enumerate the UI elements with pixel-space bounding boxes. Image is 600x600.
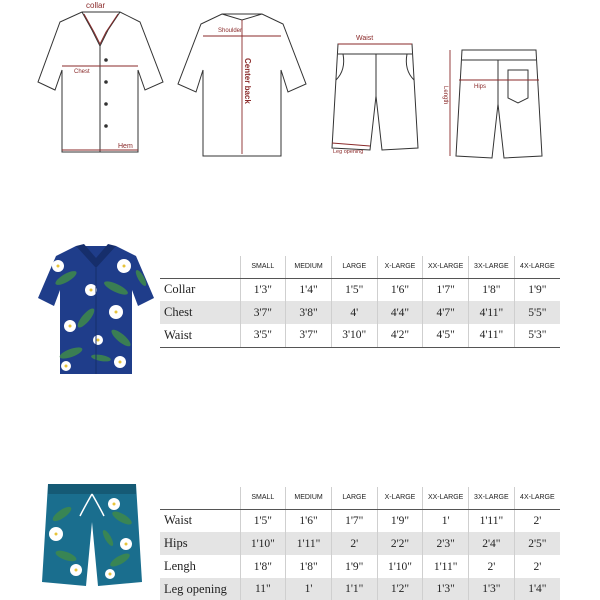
table-cell: 2'4" xyxy=(469,532,515,555)
table-row xyxy=(160,301,560,324)
hawaiian-shirt-illustration xyxy=(36,238,156,378)
table-cell: 1'9" xyxy=(331,555,377,578)
table-cell: 1'11" xyxy=(423,555,469,578)
size-header: 4X-LARGE xyxy=(514,487,560,509)
table-cell: 1'9" xyxy=(514,278,560,301)
table-cell: 4'5" xyxy=(423,324,469,347)
table-cell: 1'11" xyxy=(286,532,332,555)
table-cell: 4' xyxy=(331,301,377,324)
row-label: Waist xyxy=(164,513,193,528)
waist-label: Waist xyxy=(356,35,374,42)
measurement-diagram-svg xyxy=(0,0,600,170)
table-cell: 1'10" xyxy=(377,555,423,578)
size-header: XX-LARGE xyxy=(423,487,469,509)
hawaiian-shorts-illustration xyxy=(40,478,144,590)
shirt-size-header-row xyxy=(160,256,560,278)
table-cell: 1'1" xyxy=(331,578,377,600)
table-cell: 1'8" xyxy=(240,555,286,578)
table-row xyxy=(160,578,560,600)
row-label: Collar xyxy=(164,282,196,297)
table-cell: 1'3" xyxy=(240,278,286,301)
table-row xyxy=(160,278,560,301)
collar-label: collar xyxy=(86,1,106,10)
hem-label: Hem xyxy=(118,143,133,150)
table-cell: 2'2" xyxy=(377,532,423,555)
table-cell: 1'6" xyxy=(377,278,423,301)
shirt-size-table xyxy=(160,256,560,348)
table-cell: 3'7" xyxy=(286,324,332,347)
shorts-size-table xyxy=(160,487,560,600)
table-cell: 1'5" xyxy=(331,278,377,301)
size-header: LARGE xyxy=(331,256,377,278)
row-label: Leg opening xyxy=(160,578,240,600)
table-cell: 1' xyxy=(286,578,332,600)
table-cell: 3'8" xyxy=(286,301,332,324)
row-label: Lengh xyxy=(164,559,196,573)
size-header: SMALL xyxy=(240,256,286,278)
shoulder-label: Shoulder xyxy=(218,28,243,34)
table-cell: 1'6" xyxy=(286,509,332,532)
table-cell: 2' xyxy=(469,555,515,578)
table-cell: 1'7" xyxy=(331,509,377,532)
row-label: Waist xyxy=(160,324,240,347)
row-label: Chest xyxy=(160,301,240,324)
shorts-size-header-row xyxy=(160,487,560,509)
table-cell: 3'10" xyxy=(331,324,377,347)
table-cell: 1'3" xyxy=(469,578,515,600)
table-cell: 5'3" xyxy=(514,324,560,347)
size-header: XX-LARGE xyxy=(423,256,469,278)
table-row xyxy=(160,532,560,555)
size-header: 4X-LARGE xyxy=(514,256,560,278)
table-cell: 1'3" xyxy=(423,578,469,600)
table-cell: 1'8" xyxy=(469,278,515,301)
table-cell: 1'4" xyxy=(286,278,332,301)
table-cell: 2'3" xyxy=(423,532,469,555)
hips-label: Hips xyxy=(474,84,487,90)
shorts-product-image xyxy=(40,478,144,590)
shirt-front-sketch xyxy=(38,12,163,152)
table-cell: 1'7" xyxy=(423,278,469,301)
table-cell: 2' xyxy=(514,509,560,532)
table-cell: 1'4" xyxy=(514,578,560,600)
size-header: 3X-LARGE xyxy=(469,487,515,509)
shorts-front-sketch xyxy=(332,44,418,150)
size-header: X-LARGE xyxy=(377,487,423,509)
table-cell: 1'5" xyxy=(240,509,286,532)
chest-label: Chest xyxy=(74,69,90,75)
shirt-product-image xyxy=(36,238,156,378)
size-header: MEDIUM xyxy=(286,487,332,509)
length-label: Length xyxy=(442,86,448,105)
size-header: 3X-LARGE xyxy=(469,256,515,278)
table-cell: 11" xyxy=(240,578,286,600)
table-cell: 4'11" xyxy=(469,324,515,347)
table-cell: 4'11" xyxy=(469,301,515,324)
table-cell: 1'11" xyxy=(469,509,515,532)
shorts-back-sketch xyxy=(456,50,542,158)
row-label: Hips xyxy=(160,532,240,555)
table-cell: 1'8" xyxy=(286,555,332,578)
table-cell: 2'5" xyxy=(514,532,560,555)
table-cell: 3'5" xyxy=(240,324,286,347)
header-blank-cell xyxy=(160,256,240,278)
table-cell: 2' xyxy=(331,532,377,555)
table-row xyxy=(160,555,560,578)
table-cell: 5'5" xyxy=(514,301,560,324)
table-row xyxy=(160,324,560,347)
size-header: MEDIUM xyxy=(286,256,332,278)
table-row xyxy=(160,509,560,532)
table-cell: 4'7" xyxy=(423,301,469,324)
table-cell: 1' xyxy=(423,509,469,532)
table-cell: 1'9" xyxy=(377,509,423,532)
center-back-label: Center back xyxy=(243,58,252,104)
table-cell: 2' xyxy=(514,555,560,578)
size-header: X-LARGE xyxy=(377,256,423,278)
measurement-diagram xyxy=(0,0,600,170)
table-cell: 4'4" xyxy=(377,301,423,324)
table-cell: 1'2" xyxy=(377,578,423,600)
leg-opening-label: Leg opening xyxy=(333,149,364,155)
table-cell: 4'2" xyxy=(377,324,423,347)
size-header: SMALL xyxy=(240,487,286,509)
table-cell: 1'10" xyxy=(240,532,286,555)
header-blank-cell xyxy=(160,487,240,509)
table-cell: 3'7" xyxy=(240,301,286,324)
size-header: LARGE xyxy=(331,487,377,509)
